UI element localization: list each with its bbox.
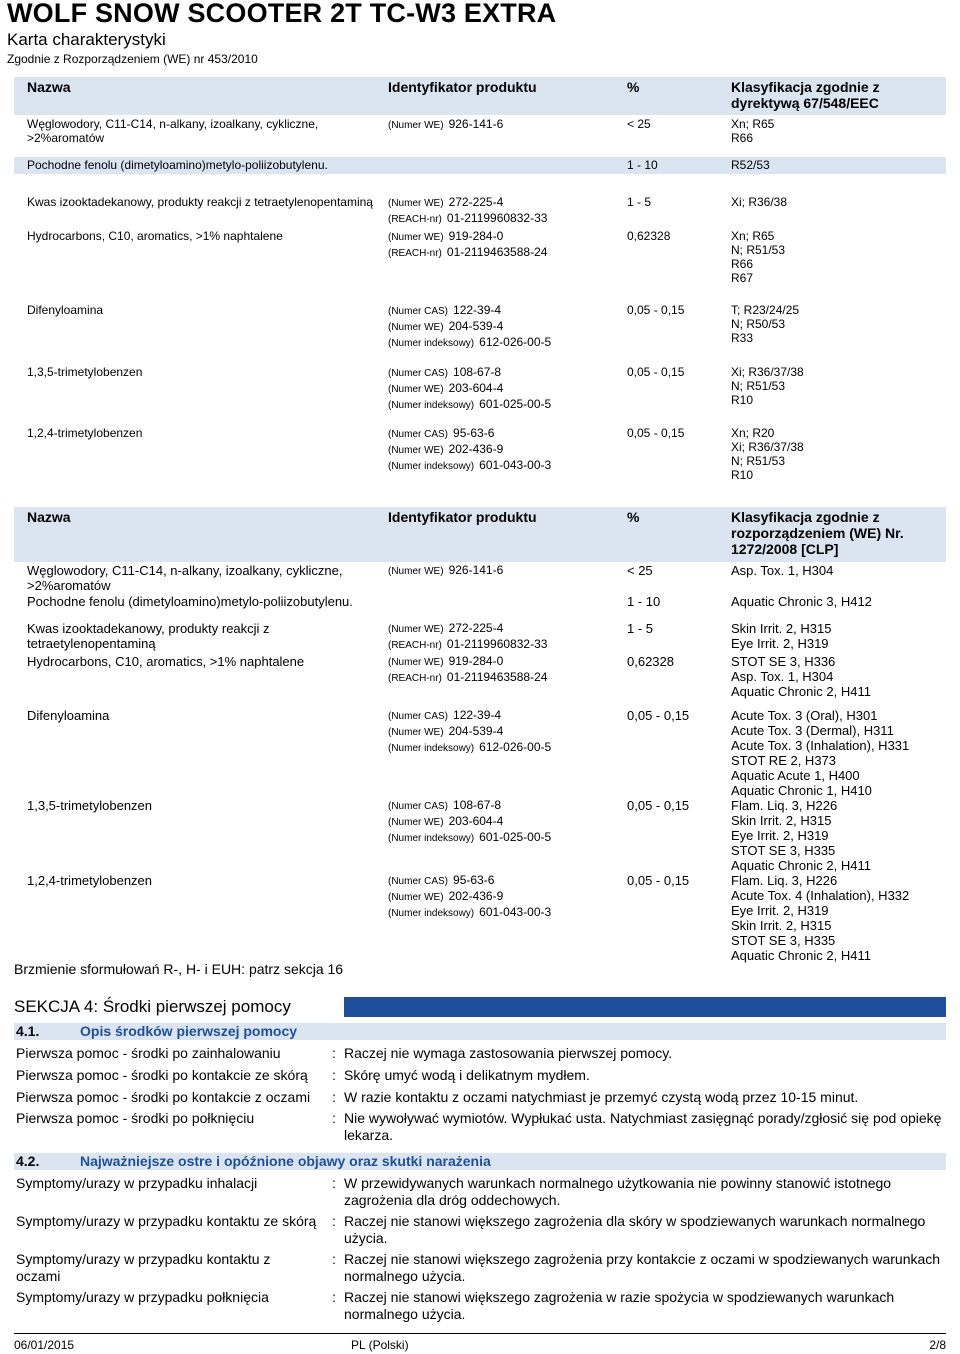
concentration: 0,62328 <box>627 654 674 669</box>
substance-identifiers <box>388 426 627 482</box>
classification-line: N; R51/53 <box>731 454 786 468</box>
subsection-number: 4.1. <box>16 1023 40 1039</box>
classification-line: Aquatic Chronic 2, H411 <box>731 684 871 699</box>
substance-identifiers <box>388 798 627 873</box>
classification-line: Eye Irrit. 2, H319 <box>731 636 829 651</box>
item-value: W przewidywanych warunkach normalnego użytkowania nie powinny stanowić istotnego zagrożenia dla dróg oddechowych. <box>344 1175 892 1208</box>
item-value: W razie kontaktu z oczami natychmiast je przemyć czystą wodą przez 10-15 minut. <box>344 1089 859 1105</box>
classification-line: N; R51/53 <box>731 379 786 393</box>
substance-identifiers <box>388 229 627 285</box>
item-label: Symptomy/urazy w przypadku inhalacji <box>16 1175 258 1191</box>
table-header-row <box>14 507 946 562</box>
classification-line: Flam. Liq. 3, H226 <box>731 798 838 813</box>
identifier-value: 601-025-00-5 <box>479 397 552 411</box>
concentration: 1 - 5 <box>627 195 652 209</box>
substance-identifiers <box>388 195 627 227</box>
classification <box>731 594 946 609</box>
identifier-line <box>388 670 627 686</box>
classification-line: Xi; R36/38 <box>731 195 788 209</box>
identifier-value: 601-025-00-5 <box>479 830 552 844</box>
concentration: 0,05 - 0,15 <box>627 708 690 723</box>
regulation-note: Zgodnie z Rozporządzeniem (WE) nr 453/2010 <box>7 52 258 66</box>
identifier-value: 122-39-4 <box>453 303 502 317</box>
classification-line: Skin Irrit. 2, H315 <box>731 813 832 828</box>
classification-line: Aquatic Acute 1, H400 <box>731 768 860 783</box>
concentration: < 25 <box>627 563 653 578</box>
identifier-line <box>388 117 627 133</box>
concentration: 0,05 - 0,15 <box>627 426 685 440</box>
product-title: WOLF SNOW SCOOTER 2T TC-W3 EXTRA <box>7 0 557 28</box>
classification <box>731 654 946 699</box>
identifier-line <box>388 211 627 227</box>
item-value: Raczej nie wymaga zastosowania pierwszej pomocy. <box>344 1045 673 1061</box>
identifier-label: (Numer WE) <box>388 727 444 738</box>
classification <box>731 303 946 351</box>
item-label: Symptomy/urazy w przypadku połknięcia <box>16 1289 269 1305</box>
header-identifier: Identyfikator produktu <box>388 79 537 95</box>
identifier-line <box>388 195 627 211</box>
identifier-value: 202-436-9 <box>448 889 504 903</box>
classification-line: Xn; R20 <box>731 426 775 440</box>
identifier-label: (Numer WE) <box>388 198 444 209</box>
classification <box>731 873 946 963</box>
table-row <box>14 873 946 963</box>
identifier-value: 919-284-0 <box>448 654 504 668</box>
identifier-label: (Numer indeksowy) <box>388 461 475 472</box>
substance-identifiers <box>388 621 627 653</box>
table-row <box>14 594 946 609</box>
item-label: Pierwsza pomoc - środki po połknięciu <box>16 1110 255 1126</box>
table-row <box>14 426 946 482</box>
header-classification: Klasyfikacja zgodnie z dyrektywą 67/548/EEC <box>731 79 880 111</box>
concentration: 0,05 - 0,15 <box>627 303 685 317</box>
table-row <box>14 621 946 653</box>
document-subtitle: Karta charakterystyki <box>7 30 166 49</box>
identifier-line <box>388 563 627 579</box>
substance-name: 1,3,5-trimetylobenzen <box>27 365 143 379</box>
substance-identifiers <box>388 563 627 593</box>
substance-name: Kwas izooktadekanowy, produkty reakcji z tetraetylenopentaminą <box>27 195 373 209</box>
identifier-value: 01-2119960832-33 <box>446 211 548 225</box>
classification <box>731 158 946 174</box>
composition-table-clp <box>14 507 946 963</box>
classification-line: Flam. Liq. 3, H226 <box>731 873 838 888</box>
substance-identifiers <box>388 158 627 174</box>
identifier-value: 272-225-4 <box>448 621 504 635</box>
identifier-value: 601-043-00-3 <box>479 458 552 472</box>
identifier-label: (Numer CAS) <box>388 711 449 722</box>
table-row <box>14 229 946 285</box>
item-value: Skórę umyć wodą i delikatnym mydłem. <box>344 1067 590 1083</box>
table-header-row <box>14 77 946 115</box>
subsection-number: 4.2. <box>16 1153 40 1169</box>
substance-name: Węglowodory, C11-C14, n-alkany, izoalkany, cykliczne, >2%aromatów <box>27 117 319 145</box>
identifier-line <box>388 458 627 474</box>
identifier-value: 203-604-4 <box>448 814 504 828</box>
item-colon: : <box>332 1110 336 1126</box>
classification-line: STOT SE 3, H335 <box>731 933 836 948</box>
table-row <box>14 654 946 699</box>
item-colon: : <box>332 1175 336 1191</box>
identifier-value: 95-63-6 <box>453 426 495 440</box>
substance-identifiers <box>388 654 627 699</box>
item-value: Raczej nie stanowi większego zagrożenia w razie spożycia w spodziewanych warunkach normalnego użycia. <box>344 1289 895 1322</box>
identifier-label: (Numer WE) <box>388 892 444 903</box>
header-name: Nazwa <box>27 79 71 95</box>
identifier-label: (REACH-nr) <box>388 214 442 225</box>
identifier-value: 612-026-00-5 <box>479 335 552 349</box>
classification <box>731 708 946 798</box>
identifier-line <box>388 335 627 351</box>
footer-language: PL (Polski) <box>351 1338 409 1352</box>
subsection-4-2-heading <box>16 1153 491 1170</box>
identifier-line <box>388 798 627 814</box>
identifier-line <box>388 905 627 921</box>
classification-line: N; R50/53 <box>731 317 786 331</box>
header-percent: % <box>627 79 640 95</box>
classification-line: Aquatic Chronic 2, H411 <box>731 948 871 963</box>
classification-line: R66 <box>731 257 754 271</box>
classification <box>731 365 946 413</box>
identifier-value: 122-39-4 <box>453 708 502 722</box>
subsection-title: Opis środków pierwszej pomocy <box>80 1023 298 1039</box>
substance-name: Pochodne fenolu (dimetyloamino)metylo-poliizobutylenu. <box>27 158 328 172</box>
identifier-label: (Numer indeksowy) <box>388 338 475 349</box>
phrases-note: Brzmienie sformułowań R-, H- i EUH: patrz sekcja 16 <box>14 961 344 977</box>
classification-line: Skin Irrit. 2, H315 <box>731 918 832 933</box>
identifier-line <box>388 621 627 637</box>
table-row <box>14 563 946 593</box>
item-label: Symptomy/urazy w przypadku kontaktu z oczami <box>16 1251 271 1284</box>
concentration: 0,05 - 0,15 <box>627 798 690 813</box>
table-row <box>14 798 946 873</box>
item-value: Raczej nie stanowi większego zagrożenia dla skóry w spodziewanych warunkach normalnego użycia. <box>344 1213 926 1246</box>
item-label: Symptomy/urazy w przypadku kontaktu ze skórą <box>16 1213 317 1229</box>
item-colon: : <box>332 1213 336 1229</box>
classification <box>731 117 946 145</box>
classification-line: R67 <box>731 271 754 285</box>
identifier-line <box>388 873 627 889</box>
identifier-label: (Numer indeksowy) <box>388 400 475 411</box>
classification-line: Aquatic Chronic 1, H410 <box>731 783 872 798</box>
identifier-label: (Numer CAS) <box>388 306 449 317</box>
classification-line: R10 <box>731 393 754 407</box>
subsection-4-1-heading <box>16 1023 297 1040</box>
identifier-line <box>388 365 627 381</box>
footer-date: 06/01/2015 <box>14 1338 75 1352</box>
identifier-value: 01-2119463588-24 <box>446 670 548 684</box>
table-row <box>14 708 946 798</box>
identifier-value: 202-436-9 <box>448 442 504 456</box>
table-row <box>14 195 946 227</box>
substance-name: Węglowodory, C11-C14, n-alkany, izoalkany, cykliczne, >2%aromatów <box>27 563 343 593</box>
identifier-value: 919-284-0 <box>448 229 504 243</box>
header-percent: % <box>627 509 640 525</box>
identifier-label: (Numer WE) <box>388 566 444 577</box>
identifier-line <box>388 245 627 261</box>
item-value: Nie wywoływać wymiotów. Wypłukać usta. Natychmiast zasięgnąć porady/zgłosić się pod opiekę lekarza. <box>344 1110 942 1143</box>
identifier-line <box>388 319 627 335</box>
concentration: 1 - 5 <box>627 621 654 636</box>
concentration: 0,62328 <box>627 229 671 243</box>
substance-identifiers <box>388 708 627 798</box>
document-header <box>7 0 556 66</box>
concentration: 0,05 - 0,15 <box>627 365 685 379</box>
classification <box>731 798 946 873</box>
identifier-value: 01-2119463588-24 <box>446 245 548 259</box>
classification-line: Asp. Tox. 1, H304 <box>731 669 834 684</box>
identifier-line <box>388 740 627 756</box>
substance-identifiers <box>388 873 627 963</box>
identifier-label: (Numer WE) <box>388 817 444 828</box>
classification-line: STOT RE 2, H373 <box>731 753 837 768</box>
item-colon: : <box>332 1045 336 1061</box>
identifier-label: (Numer WE) <box>388 384 444 395</box>
identifier-value: 108-67-8 <box>453 798 502 812</box>
classification-line: R33 <box>731 331 754 345</box>
identifier-value: 926-141-6 <box>448 563 504 577</box>
classification-line: Xi; R36/37/38 <box>731 440 804 454</box>
classification-line: Skin Irrit. 2, H315 <box>731 621 832 636</box>
substance-name: Hydrocarbons, C10, aromatics, >1% naphtalene <box>27 229 283 243</box>
identifier-value: 01-2119960832-33 <box>446 637 548 651</box>
classification-line: N; R51/53 <box>731 243 786 257</box>
classification-line: Acute Tox. 3 (Dermal), H311 <box>731 723 894 738</box>
classification-line: STOT SE 3, H336 <box>731 654 836 669</box>
substance-name: 1,3,5-trimetylobenzen <box>27 798 153 813</box>
concentration: 1 - 10 <box>627 158 658 172</box>
table-row <box>14 365 946 413</box>
identifier-label: (Numer indeksowy) <box>388 833 475 844</box>
classification-line: R52/53 <box>731 158 770 172</box>
substance-identifiers <box>388 594 627 609</box>
concentration: < 25 <box>627 117 651 131</box>
classification-line: Eye Irrit. 2, H319 <box>731 828 829 843</box>
classification-line: Acute Tox. 3 (Inhalation), H331 <box>731 738 910 753</box>
identifier-line <box>388 889 627 905</box>
identifier-label: (Numer WE) <box>388 232 444 243</box>
classification <box>731 563 946 593</box>
identifier-line <box>388 426 627 442</box>
classification-line: Xn; R65 <box>731 229 775 243</box>
table-row <box>14 303 946 351</box>
identifier-value: 601-043-00-3 <box>479 905 552 919</box>
identifier-line <box>388 442 627 458</box>
classification-line: STOT SE 3, H335 <box>731 843 836 858</box>
identifier-label: (REACH-nr) <box>388 673 442 684</box>
classification-line: Aquatic Chronic 2, H411 <box>731 858 871 873</box>
identifier-value: 204-539-4 <box>448 319 504 333</box>
substance-name: Kwas izooktadekanowy, produkty reakcji z tetraetylenopentaminą <box>27 621 270 651</box>
substance-name: Hydrocarbons, C10, aromatics, >1% naphtalene <box>27 654 305 669</box>
item-value: Raczej nie stanowi większego zagrożenia przy kontakcie z oczami w spodziewanych warunkach normalnego użycia. <box>344 1251 941 1284</box>
composition-table-dsd <box>14 77 946 517</box>
classification-line: Xi; R36/37/38 <box>731 365 804 379</box>
identifier-label: (Numer CAS) <box>388 429 449 440</box>
identifier-line <box>388 229 627 245</box>
identifier-value: 95-63-6 <box>453 873 495 887</box>
identifier-line <box>388 637 627 653</box>
concentration: 0,05 - 0,15 <box>627 873 690 888</box>
item-colon: : <box>332 1067 336 1083</box>
classification <box>731 621 946 653</box>
identifier-label: (Numer CAS) <box>388 801 449 812</box>
classification <box>731 195 946 227</box>
substance-name: 1,2,4-trimetylobenzen <box>27 426 143 440</box>
identifier-line <box>388 303 627 319</box>
table-row <box>14 117 946 145</box>
identifier-label: (Numer WE) <box>388 120 444 131</box>
table-row <box>14 157 946 174</box>
classification-line: Acute Tox. 4 (Inhalation), H332 <box>731 888 910 903</box>
substance-name: 1,2,4-trimetylobenzen <box>27 873 153 888</box>
identifier-label: (Numer indeksowy) <box>388 908 475 919</box>
identifier-label: (Numer WE) <box>388 624 444 635</box>
footer-page: 2/8 <box>929 1338 946 1352</box>
identifier-label: (Numer indeksowy) <box>388 743 475 754</box>
identifier-line <box>388 724 627 740</box>
identifier-value: 108-67-8 <box>453 365 502 379</box>
identifier-label: (Numer WE) <box>388 657 444 668</box>
classification-line: Acute Tox. 3 (Oral), H301 <box>731 708 878 723</box>
substance-identifiers <box>388 303 627 351</box>
identifier-line <box>388 381 627 397</box>
identifier-line <box>388 814 627 830</box>
classification-line: R66 <box>731 131 754 145</box>
identifier-label: (Numer CAS) <box>388 876 449 887</box>
header-identifier: Identyfikator produktu <box>388 509 537 525</box>
identifier-line <box>388 830 627 846</box>
identifier-label: (REACH-nr) <box>388 640 442 651</box>
header-name: Nazwa <box>27 509 71 525</box>
identifier-value: 612-026-00-5 <box>479 740 552 754</box>
substance-name: Difenyloamina <box>27 708 110 723</box>
identifier-line <box>388 397 627 413</box>
identifier-label: (Numer CAS) <box>388 368 449 379</box>
identifier-value: 203-604-4 <box>448 381 504 395</box>
page-footer <box>14 1333 946 1352</box>
classification <box>731 229 946 285</box>
header-classification: Klasyfikacja zgodnie z rozporządzeniem (WE) Nr. 1272/2008 [CLP] <box>731 509 904 557</box>
identifier-line <box>388 654 627 670</box>
identifier-value: 204-539-4 <box>448 724 504 738</box>
item-colon: : <box>332 1251 336 1267</box>
identifier-value: 272-225-4 <box>448 195 504 209</box>
identifier-line <box>388 708 627 724</box>
substance-identifiers <box>388 365 627 413</box>
item-label: Pierwsza pomoc - środki po kontakcie z oczami <box>16 1089 311 1105</box>
item-colon: : <box>332 1289 336 1305</box>
classification-line: T; R23/24/25 <box>731 303 800 317</box>
classification-line: R10 <box>731 468 754 482</box>
item-colon: : <box>332 1089 336 1105</box>
concentration: 1 - 10 <box>627 594 661 609</box>
section-4-title: SEKCJA 4: Środki pierwszej pomocy <box>14 997 344 1017</box>
substance-name: Difenyloamina <box>27 303 104 317</box>
classification-line: Eye Irrit. 2, H319 <box>731 903 829 918</box>
item-label: Pierwsza pomoc - środki po zainhalowaniu <box>16 1045 281 1061</box>
identifier-label: (Numer WE) <box>388 445 444 456</box>
identifier-value: 926-141-6 <box>448 117 504 131</box>
item-label: Pierwsza pomoc - środki po kontakcie ze skórą <box>16 1067 308 1083</box>
subsection-title: Najważniejsze ostre i opóźnione objawy oraz skutki narażenia <box>80 1153 491 1169</box>
classification-line: Aquatic Chronic 3, H412 <box>731 594 872 609</box>
substance-identifiers <box>388 117 627 145</box>
identifier-label: (REACH-nr) <box>388 248 442 259</box>
classification-line: Xn; R65 <box>731 117 775 131</box>
classification-line: Asp. Tox. 1, H304 <box>731 563 834 578</box>
identifier-label: (Numer WE) <box>388 322 444 333</box>
classification <box>731 426 946 482</box>
substance-name: Pochodne fenolu (dimetyloamino)metylo-poliizobutylenu. <box>27 594 353 609</box>
